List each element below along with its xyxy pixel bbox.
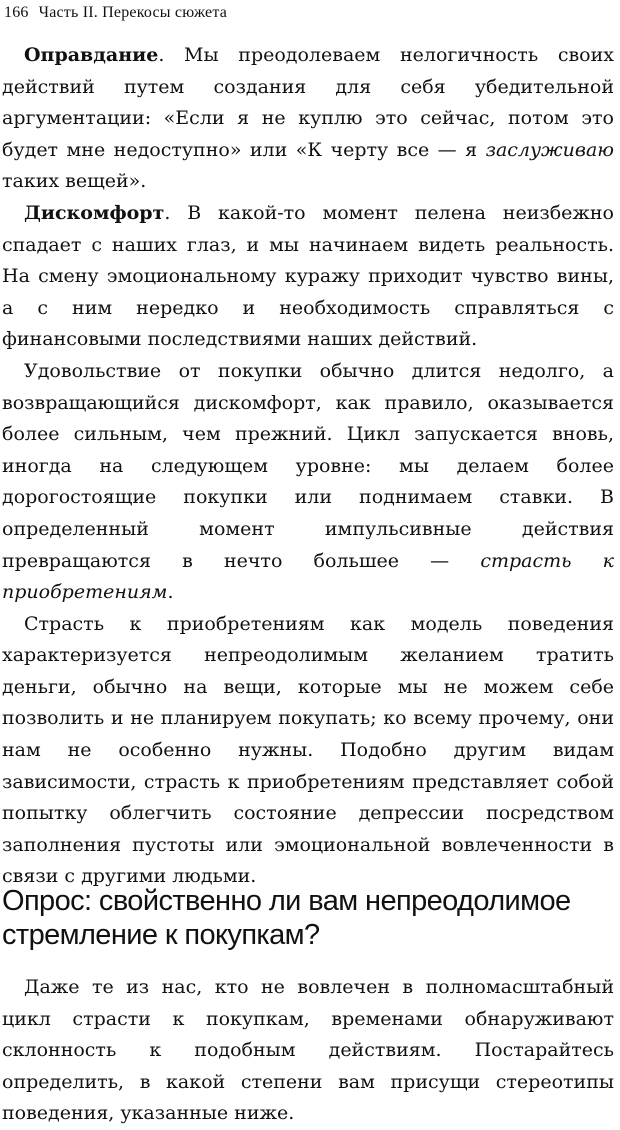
running-header: [4, 4, 227, 22]
paragraph-discomfort: [2, 198, 614, 356]
survey-intro-paragraph: Даже те из нас, кто не вовлечен в полномасштабный цикл страсти к покупкам, временами обнаруживают склонность к подобным действиям. Постарайтесь определить, в какой степени вам присущи стереотипы поведения, указанные ниже.: [2, 976, 614, 1125]
page-number: 166: [4, 4, 29, 21]
paragraph-text: . В какой-то момент пелена неизбежно спадает с наших глаз, и мы начинаем видеть реальность. На смену эмоциональному куражу приходит чувство вины, а с ним нередко и необходимость справляться с финансовыми последствиями наших действий.: [2, 201, 614, 351]
body-text: [2, 40, 614, 893]
paragraph-text: таких вещей».: [2, 170, 147, 193]
paragraph-text: .: [167, 581, 174, 604]
section-heading: Опрос: свойственно ли вам непреодолимое стремление к покупкам?: [2, 885, 571, 951]
emphasis-text: страсть к приобретениям: [2, 549, 614, 604]
survey-intro: [2, 972, 614, 1130]
emphasis-text: заслуживаю: [485, 138, 614, 161]
term-discomfort: Дискомфорт: [24, 201, 165, 224]
paragraph-justification: [2, 40, 614, 198]
paragraph-text: Удовольствие от покупки обычно длится недолго, а возвращающийся дискомфорт, как правило, оказывается более сильным, чем прежний. Цикл запускается вновь, иногда на следующем уровне: мы делаем более дорогостоящие покупки или поднимаем ставки. В определенный момент импульсивные действия превращаются в нечто большее —: [2, 359, 614, 572]
paragraph-text: Страсть к приобретениям как модель поведения характеризуется непреодолимым желанием тратить деньги, обычно на вещи, которые мы не можем себе позволить и не планируем покупать; ко всему прочему, они нам не особенно нужны. Подобно другим видам зависимости, страсть к приобретениям представляет собой попытку облегчить состояние депрессии посредством заполнения пустоты или эмоциональной вовлеченности в связи с другими людьми.: [2, 612, 614, 888]
running-title: Часть II. Перекосы сюжета: [38, 4, 228, 21]
paragraph-text: . Мы преодолеваем нелогичность своих действий путем создания для себя убедительной аргументации: «Если я не куплю это сейчас, потом это будет мне недоступно» или «К черту все — я: [2, 44, 614, 161]
paragraph-passion: [2, 609, 614, 893]
term-justification: Оправдание: [24, 44, 159, 66]
paragraph-pleasure: [2, 356, 614, 609]
